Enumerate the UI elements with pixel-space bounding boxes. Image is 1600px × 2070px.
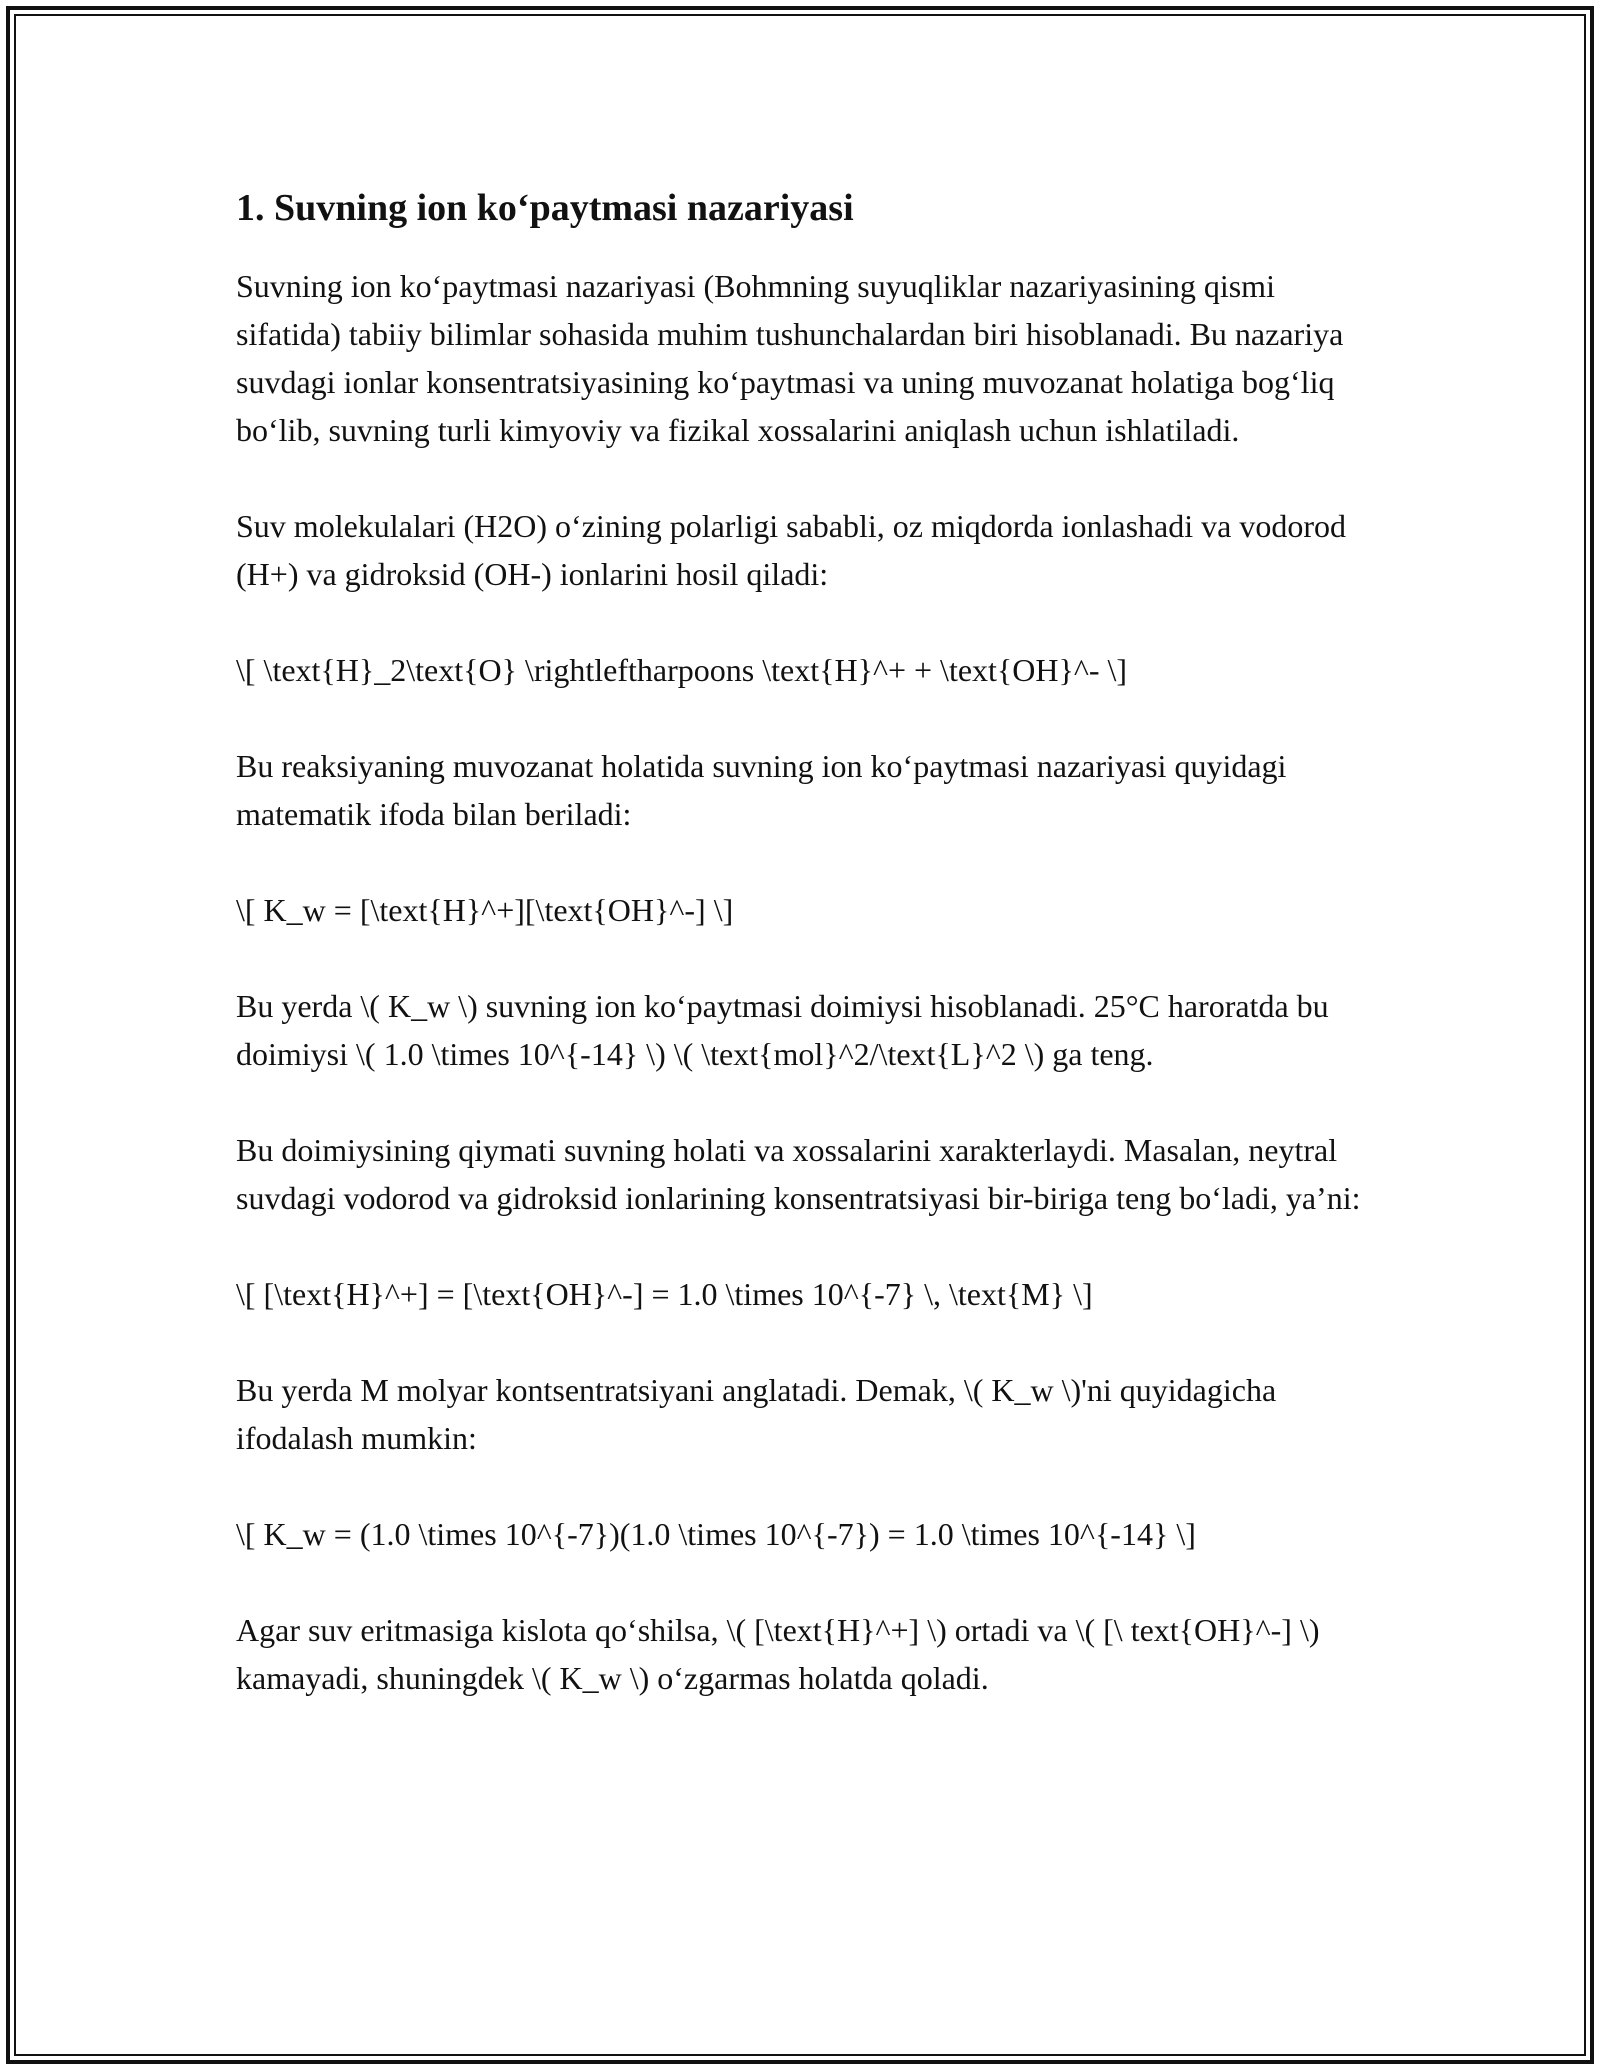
paragraph-intro: Suvning ion ko‘paytmasi nazariyasi (Bohmning suyuqliklar nazariyasining qismi sifatida) tabiiy bilimlar sohasida muhim tushunchalardan biri hisoblanadi. Bu nazariya suvdagi ionlar konsentratsiyasining ko‘paytmasi va uning muvozanat holatiga bog‘liq bo‘lib, suvning turli kimyoviy va fizikal xossalarini aniqlash uchun ishlatiladi.: [236, 267, 1344, 448]
equation-concentration: \[ [\text{H}^+] = [\text{OH}^-] = 1.0 \times 10^{-7} \, \text{M} \]: [236, 1275, 1093, 1312]
section-heading: 1. Suvning ion ko‘paytmasi nazariyasi: [236, 187, 854, 229]
paragraph-neutral-water: Bu doimiysining qiymati suvning holati va xossalarini xarakterlaydi. Masalan, neytral suvdagi vodorod va gidroksid ionlarining konsentratsiyasi bir-biriga teng bo‘ladi, ya’ni:: [236, 1131, 1361, 1216]
paragraph-acid-addition: Agar suv eritmasiga kislota qo‘shilsa, \( [\text{H}^+] \) ortadi va \( [\ text{OH}^-] \) kamayadi, shuningdek \( K_w \) o‘zgarmas holatda qoladi.: [236, 1611, 1320, 1696]
paragraph-kw-value: Bu yerda \( K_w \) suvning ion ko‘paytmasi doimiysi hisoblanadi. 25°C haroratda bu doimiysi \( 1.0 \times 10^{-14} \) \( \text{mol}^2/\text{L}^2 \) ga teng.: [236, 987, 1329, 1072]
paragraph-equilibrium: Bu reaksiyaning muvozanat holatida suvning ion ko‘paytmasi nazariyasi quyidagi matematik ifoda bilan beriladi:: [236, 747, 1287, 832]
document-body: [236, 186, 1366, 1750]
paragraph-molarity: Bu yerda M molyar kontsentratsiyani anglatadi. Demak, \( K_w \)'ni quyidagicha ifodalash mumkin:: [236, 1371, 1277, 1456]
equation-dissociation: \[ \text{H}_2\text{O} \rightleftharpoons \text{H}^+ + \text{OH}^- \]: [236, 651, 1128, 688]
paragraph-ionization: Suv molekulalari (H2O) o‘zining polarligi sababli, oz miqdorda ionlashadi va vodorod (H+) va gidroksid (OH-) ionlarini hosil qiladi:: [236, 507, 1346, 592]
equation-kw: \[ K_w = [\text{H}^+][\text{OH}^-] \]: [236, 891, 734, 928]
equation-kw-product: \[ K_w = (1.0 \times 10^{-7})(1.0 \times 10^{-7}) = 1.0 \times 10^{-14} \]: [236, 1515, 1196, 1552]
